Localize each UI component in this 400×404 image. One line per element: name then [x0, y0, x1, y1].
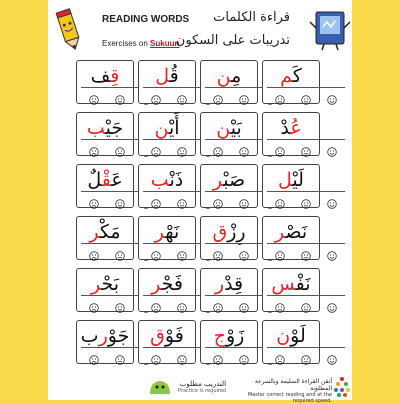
arabic-word	[263, 63, 319, 89]
word-part: قِدْ	[224, 273, 244, 295]
word-part: نَفْ	[295, 273, 311, 295]
word-part: بَحْ	[101, 273, 120, 295]
sad-face-icon[interactable]	[89, 246, 99, 256]
footer-practice-ar: التدريب مطلوب	[179, 380, 227, 388]
word-card	[138, 216, 196, 260]
word-highlight-letter: قْ	[101, 169, 112, 191]
sad-face-icon[interactable]	[151, 298, 161, 308]
arabic-word	[139, 219, 195, 245]
word-row	[76, 164, 348, 210]
neutral-face-icon[interactable]	[115, 350, 125, 360]
neutral-face-icon[interactable]	[177, 246, 187, 256]
word-card	[200, 112, 258, 156]
footer-master-en: Master correct reading and at the required speed.	[247, 392, 332, 404]
worksheet	[48, 0, 352, 404]
arabic-word	[201, 167, 257, 193]
word-card	[262, 216, 320, 260]
arabic-word	[263, 167, 319, 193]
sad-face-icon[interactable]	[275, 246, 285, 256]
happy-face-icon[interactable]	[327, 90, 337, 100]
word-part: مِ	[231, 65, 242, 87]
page-title-ar: قراءة الكلمات	[213, 10, 290, 25]
word-part: ذَنْ	[169, 169, 184, 191]
word-card	[76, 216, 134, 260]
word-card	[200, 164, 258, 208]
sad-face-icon[interactable]	[213, 246, 223, 256]
sad-face-icon[interactable]	[275, 298, 285, 308]
arabic-word	[77, 167, 133, 193]
neutral-face-icon[interactable]	[301, 194, 311, 204]
happy-face-icon[interactable]	[327, 298, 337, 308]
neutral-face-icon[interactable]	[115, 90, 125, 100]
word-highlight-letter: ق	[110, 65, 120, 87]
word-highlight-letter: ن	[216, 117, 231, 139]
word-row	[76, 60, 348, 106]
sad-face-icon[interactable]	[275, 350, 285, 360]
neutral-face-icon[interactable]	[301, 246, 311, 256]
word-highlight-letter: س	[271, 273, 296, 295]
word-part: كَ	[292, 65, 302, 87]
word-card	[76, 112, 134, 156]
word-part: دْ	[280, 117, 291, 139]
word-card	[262, 164, 320, 208]
word-card	[76, 268, 134, 312]
word-row	[76, 216, 348, 262]
word-card	[262, 320, 320, 364]
sad-face-icon[interactable]	[275, 90, 285, 100]
word-card	[138, 268, 196, 312]
word-part: جَيْ	[105, 117, 124, 139]
sad-face-icon[interactable]	[89, 142, 99, 152]
colorful-dots-logo-icon	[334, 376, 350, 398]
word-part: بَيْ	[230, 117, 242, 139]
arabic-word	[263, 271, 319, 297]
word-part: نَهْ	[165, 221, 180, 243]
word-card	[200, 320, 258, 364]
rating-faces	[267, 87, 345, 101]
neutral-face-icon[interactable]	[301, 350, 311, 360]
arabic-word	[263, 323, 319, 349]
neutral-face-icon[interactable]	[177, 90, 187, 100]
word-highlight-letter: ر	[154, 221, 166, 243]
word-part: صَبْ	[223, 169, 246, 191]
rating-faces	[267, 243, 345, 257]
word-highlight-letter: ق	[150, 325, 165, 347]
word-row	[76, 112, 348, 158]
sad-face-icon[interactable]	[213, 194, 223, 204]
arabic-word	[139, 63, 195, 89]
word-highlight-letter: ن	[154, 117, 169, 139]
word-part: فَوْ	[164, 325, 184, 347]
page-subtitle-en	[102, 39, 179, 48]
arabic-word	[139, 323, 195, 349]
sad-face-icon[interactable]	[213, 142, 223, 152]
neutral-face-icon[interactable]	[177, 350, 187, 360]
word-part: نَصْ	[285, 221, 308, 243]
word-part: لَيْ	[292, 169, 304, 191]
arabic-word	[201, 323, 257, 349]
word-part: رِزْ	[227, 221, 246, 243]
arabic-word	[201, 219, 257, 245]
sad-face-icon[interactable]	[151, 194, 161, 204]
word-highlight-letter: ب	[86, 117, 106, 139]
sad-face-icon[interactable]	[151, 350, 161, 360]
sad-face-icon[interactable]	[89, 194, 99, 204]
word-highlight-letter: ب	[150, 169, 170, 191]
arabic-word	[139, 115, 195, 141]
word-highlight-letter: ر	[274, 221, 286, 243]
happy-face-icon[interactable]	[327, 246, 337, 256]
neutral-face-icon[interactable]	[239, 246, 249, 256]
arabic-word	[263, 219, 319, 245]
sad-face-icon[interactable]	[89, 298, 99, 308]
word-highlight-letter: ج	[213, 325, 226, 347]
neutral-face-icon[interactable]	[115, 194, 125, 204]
happy-face-icon[interactable]	[327, 350, 337, 360]
happy-face-icon[interactable]	[327, 194, 337, 204]
footer-practice-en: Practice is required	[178, 388, 227, 394]
sad-face-icon[interactable]	[89, 90, 99, 100]
neutral-face-icon[interactable]	[239, 142, 249, 152]
pencil-mascot-icon	[52, 8, 86, 52]
arabic-word	[77, 323, 133, 349]
worksheet-header	[48, 0, 352, 56]
arabic-word	[77, 219, 133, 245]
book-mascot-icon	[310, 8, 350, 52]
sad-face-icon[interactable]	[275, 194, 285, 204]
word-part: لٌ	[87, 169, 102, 191]
word-highlight-letter: ق	[212, 221, 228, 243]
neutral-face-icon[interactable]	[177, 142, 187, 152]
neutral-face-icon[interactable]	[239, 298, 249, 308]
subtitle-highlight: Sukuun	[150, 39, 180, 48]
arabic-word	[77, 115, 133, 141]
word-card	[138, 60, 196, 104]
footer-master-note	[240, 378, 332, 404]
arabic-word	[139, 167, 195, 193]
sad-face-icon[interactable]	[151, 90, 161, 100]
word-card	[138, 320, 196, 364]
neutral-face-icon[interactable]	[239, 350, 249, 360]
arabic-word	[77, 63, 133, 89]
neutral-face-icon[interactable]	[115, 246, 125, 256]
neutral-face-icon[interactable]	[301, 90, 311, 100]
rating-faces	[267, 139, 345, 153]
word-card	[262, 268, 320, 312]
word-part: أَيْ	[168, 117, 180, 139]
sad-face-icon[interactable]	[275, 142, 285, 152]
word-highlight-letter: ن	[216, 65, 232, 87]
word-part: مَكْ	[99, 221, 121, 243]
word-part: فَجْ	[161, 273, 183, 295]
word-card	[200, 268, 258, 312]
page-subtitle-ar: تدريبات على السكون	[175, 33, 290, 48]
green-slime-icon	[148, 378, 172, 396]
neutral-face-icon[interactable]	[177, 298, 187, 308]
arabic-word	[139, 271, 195, 297]
word-row	[76, 320, 348, 366]
word-card	[76, 320, 134, 364]
page-title-en: READING WORDS	[102, 14, 190, 25]
rating-faces	[267, 295, 345, 309]
word-card	[76, 164, 134, 208]
word-highlight-letter: ر	[89, 221, 100, 243]
word-card	[76, 60, 134, 104]
sad-face-icon[interactable]	[213, 90, 223, 100]
word-part: لَوْ	[290, 325, 306, 347]
word-highlight-letter: ر	[212, 169, 224, 191]
word-card	[200, 216, 258, 260]
worksheet-footer	[48, 372, 352, 404]
word-highlight-letter: ر	[90, 273, 102, 295]
footer-master-ar: أتقن القراءة السليمة وبالسرعة المطلوبة	[254, 378, 332, 392]
word-highlight-letter: عُ	[290, 117, 302, 139]
word-part: ب	[80, 325, 99, 347]
word-part: قُ	[169, 65, 179, 87]
word-card	[200, 60, 258, 104]
arabic-word	[263, 115, 319, 141]
word-highlight-letter: ر	[214, 273, 225, 295]
word-highlight-letter: م	[280, 65, 293, 87]
arabic-word	[201, 115, 257, 141]
sad-face-icon[interactable]	[213, 350, 223, 360]
happy-face-icon[interactable]	[327, 142, 337, 152]
word-highlight-letter: ل	[155, 65, 170, 87]
word-highlight-letter: ر	[151, 273, 162, 295]
rating-faces	[267, 347, 345, 361]
neutral-face-icon[interactable]	[239, 194, 249, 204]
word-row	[76, 268, 348, 314]
neutral-face-icon[interactable]	[301, 142, 311, 152]
word-card	[138, 112, 196, 156]
word-highlight-letter: ر	[98, 325, 108, 347]
rating-faces	[267, 191, 345, 205]
sad-face-icon[interactable]	[151, 142, 161, 152]
sad-face-icon[interactable]	[213, 298, 223, 308]
arabic-word	[201, 271, 257, 297]
neutral-face-icon[interactable]	[115, 142, 125, 152]
arabic-word	[201, 63, 257, 89]
word-card	[138, 164, 196, 208]
word-part: جَوْ	[107, 325, 130, 347]
neutral-face-icon[interactable]	[239, 90, 249, 100]
neutral-face-icon[interactable]	[301, 298, 311, 308]
word-card	[262, 60, 320, 104]
word-part: عَ	[111, 169, 123, 191]
neutral-face-icon[interactable]	[177, 194, 187, 204]
word-part: ِف	[90, 65, 111, 87]
word-highlight-letter: ل	[278, 169, 293, 191]
sad-face-icon[interactable]	[89, 350, 99, 360]
word-part: زَوْ	[225, 325, 245, 347]
word-highlight-letter: ن	[276, 325, 291, 347]
word-card	[262, 112, 320, 156]
sad-face-icon[interactable]	[151, 246, 161, 256]
arabic-word	[77, 271, 133, 297]
neutral-face-icon[interactable]	[115, 298, 125, 308]
footer-practice-note	[178, 380, 226, 394]
subtitle-prefix: Exercises on	[102, 39, 151, 48]
